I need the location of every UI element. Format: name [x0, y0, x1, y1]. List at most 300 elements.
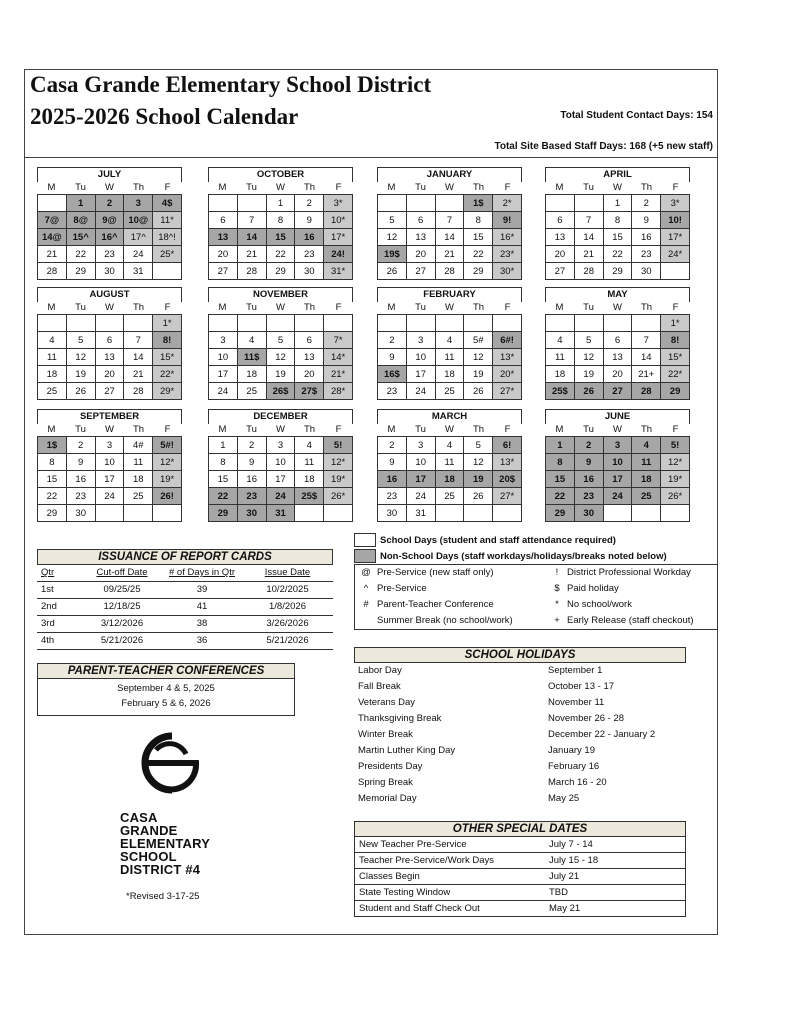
day-cell: 11	[38, 349, 67, 366]
weekday-label: F	[335, 424, 342, 435]
weekday-label: Th	[472, 302, 485, 313]
day-cell: 22	[38, 488, 67, 505]
day-cell: 6	[604, 332, 633, 349]
month-october	[208, 167, 353, 280]
weekday-label: F	[335, 302, 342, 313]
day-cell: 13*	[493, 349, 522, 366]
day-cell: 3	[209, 332, 238, 349]
weekday-label: W	[276, 182, 285, 193]
day-cell: 14@	[38, 229, 67, 246]
holiday-date: February 16	[548, 761, 600, 772]
day-cell: 29	[209, 505, 238, 522]
legend-symbol	[355, 613, 377, 629]
day-cell: 21	[575, 246, 604, 263]
month-december	[208, 409, 353, 522]
day-grid	[545, 194, 690, 280]
holiday-date: October 13 - 17	[548, 681, 615, 692]
table-cell: 36	[196, 635, 208, 646]
empty-cell	[153, 263, 182, 280]
empty-cell	[546, 195, 575, 212]
day-cell: 22	[546, 488, 575, 505]
day-cell: 6	[96, 332, 125, 349]
table-cell: 3/26/2026	[266, 618, 309, 629]
day-cell: 14*	[324, 349, 353, 366]
day-cell: 13	[295, 349, 324, 366]
day-cell: 3	[604, 437, 633, 454]
weekday-header	[208, 182, 353, 194]
legend-symbol: !	[555, 567, 559, 578]
holiday-name: Thanksgiving Break	[358, 713, 442, 724]
day-cell: 8	[546, 454, 575, 471]
report-cards-title: ISSUANCE OF REPORT CARDS	[37, 549, 333, 565]
day-cell: 12	[464, 349, 493, 366]
holiday-name: Martin Luther King Day	[358, 745, 456, 756]
weekday-label: W	[613, 182, 622, 193]
day-cell: 31	[267, 505, 296, 522]
day-cell: 26	[575, 383, 604, 400]
day-cell: 10@	[124, 212, 153, 229]
special-date-value: July 7 - 14	[549, 839, 593, 850]
weekday-label: M	[555, 182, 564, 193]
day-cell: 24	[407, 383, 436, 400]
empty-cell	[67, 315, 96, 332]
day-cell: 18	[238, 366, 267, 383]
district-logo	[120, 722, 220, 876]
table-cell: 10/2/2025	[266, 584, 309, 595]
weekday-label: M	[218, 302, 227, 313]
weekday-label: W	[613, 424, 622, 435]
day-cell: 20$	[493, 471, 522, 488]
day-cell: 24	[407, 488, 436, 505]
day-cell: 22*	[153, 366, 182, 383]
day-cell: 17^	[124, 229, 153, 246]
day-cell: 21+	[632, 366, 661, 383]
day-cell: 22	[604, 246, 633, 263]
day-cell: 6	[546, 212, 575, 229]
day-cell: 28	[38, 263, 67, 280]
day-cell: 5	[378, 212, 407, 229]
col-cutoff: Cut-off Date	[96, 567, 148, 578]
day-cell: 20	[407, 246, 436, 263]
empty-cell	[38, 315, 67, 332]
empty-cell	[575, 315, 604, 332]
empty-cell	[124, 505, 153, 522]
day-cell: 23	[378, 383, 407, 400]
day-cell: 16*	[493, 229, 522, 246]
day-cell: 27$	[295, 383, 324, 400]
weekday-label: W	[445, 424, 454, 435]
day-cell: 15	[267, 229, 296, 246]
day-cell: 6	[295, 332, 324, 349]
logo-line: GRANDE	[120, 823, 178, 838]
ptc-title: PARENT-TEACHER CONFERENCES	[37, 663, 295, 679]
day-cell: 19*	[324, 471, 353, 488]
day-cell: 3	[96, 437, 125, 454]
table-cell: 5/21/2026	[266, 635, 309, 646]
day-cell: 7	[436, 212, 465, 229]
day-cell: 2	[295, 195, 324, 212]
day-cell: 21	[124, 366, 153, 383]
day-cell: 1	[267, 195, 296, 212]
legend-symbol: ^	[363, 583, 369, 594]
weekday-label: Th	[132, 182, 145, 193]
table-cell: 1/8/2026	[269, 601, 306, 612]
day-grid	[208, 436, 353, 522]
day-cell: 15	[464, 229, 493, 246]
day-cell: 5#	[464, 332, 493, 349]
weekday-label: F	[672, 302, 679, 313]
weekday-label: Th	[303, 302, 316, 313]
day-cell: 1*	[153, 315, 182, 332]
weekday-label: M	[47, 424, 56, 435]
month-name: NOVEMBER	[208, 287, 353, 302]
day-cell: 31	[407, 505, 436, 522]
special-date-value: July 21	[549, 871, 580, 882]
holidays-title: SCHOOL HOLIDAYS	[354, 647, 686, 663]
weekday-label: Tu	[583, 302, 594, 313]
day-cell: 16	[238, 471, 267, 488]
holiday-date: March 16 - 20	[548, 777, 607, 788]
weekday-label: W	[613, 302, 622, 313]
day-cell: 7	[632, 332, 661, 349]
day-cell: 7*	[324, 332, 353, 349]
day-cell: 7	[575, 212, 604, 229]
day-cell: 17	[407, 366, 436, 383]
day-cell: 4	[436, 437, 465, 454]
weekday-label: Th	[303, 182, 316, 193]
day-cell: 20	[546, 246, 575, 263]
special-date-value: TBD	[549, 887, 568, 898]
day-grid	[37, 314, 182, 400]
day-cell: 8	[604, 212, 633, 229]
special-date-name: Teacher Pre-Service/Work Days	[359, 855, 494, 866]
holiday-row	[354, 743, 686, 759]
special-date-name: Student and Staff Check Out	[359, 903, 480, 914]
empty-cell	[295, 505, 324, 522]
weekday-label: Th	[640, 424, 653, 435]
day-cell: 23	[378, 488, 407, 505]
day-cell: 10	[407, 454, 436, 471]
day-cell: 16^	[96, 229, 125, 246]
month-august	[37, 287, 182, 400]
empty-cell	[267, 315, 296, 332]
day-cell: 5!	[324, 437, 353, 454]
day-cell: 23	[96, 246, 125, 263]
day-cell: 19	[464, 366, 493, 383]
day-cell: 24	[604, 488, 633, 505]
month-july	[37, 167, 182, 280]
weekday-label: F	[335, 182, 342, 193]
table-cell: 38	[196, 618, 208, 629]
day-cell: 28	[575, 263, 604, 280]
weekday-label: M	[47, 302, 56, 313]
day-cell: 27	[604, 383, 633, 400]
day-cell: 1	[67, 195, 96, 212]
empty-cell	[632, 315, 661, 332]
holiday-row	[354, 679, 686, 695]
legend-text: Parent-Teacher Conference	[377, 599, 494, 610]
month-name: FEBRUARY	[377, 287, 522, 302]
day-grid	[545, 314, 690, 400]
day-cell: 14	[124, 349, 153, 366]
holiday-row	[354, 791, 686, 807]
table-cell: 09/25/25	[103, 584, 141, 595]
day-cell: 8	[464, 212, 493, 229]
weekday-header	[37, 424, 182, 436]
table-cell: 3rd	[41, 618, 55, 629]
day-cell: 1*	[661, 315, 690, 332]
month-name: JANUARY	[377, 167, 522, 182]
day-cell: 13	[209, 229, 238, 246]
empty-cell	[407, 195, 436, 212]
day-cell: 28	[124, 383, 153, 400]
weekday-label: Tu	[583, 182, 594, 193]
day-cell: 21*	[324, 366, 353, 383]
day-cell: 25$	[295, 488, 324, 505]
day-cell: 24	[124, 246, 153, 263]
empty-cell	[96, 505, 125, 522]
weekday-header	[377, 182, 522, 194]
day-cell: 24	[209, 383, 238, 400]
day-cell: 29	[38, 505, 67, 522]
day-cell: 16	[67, 471, 96, 488]
day-cell: 26	[67, 383, 96, 400]
day-cell: 12	[575, 349, 604, 366]
weekday-label: M	[387, 182, 396, 193]
day-cell: 7@	[38, 212, 67, 229]
empty-cell	[464, 315, 493, 332]
day-cell: 27	[407, 263, 436, 280]
day-cell: 9	[67, 454, 96, 471]
weekday-label: Th	[472, 424, 485, 435]
weekday-label: W	[276, 302, 285, 313]
day-cell: 23	[575, 488, 604, 505]
day-cell: 18	[124, 471, 153, 488]
day-cell: 29	[604, 263, 633, 280]
weekday-header	[377, 424, 522, 436]
empty-cell	[238, 315, 267, 332]
legend-label: School Days (student and staff attendance required)	[380, 534, 616, 546]
legend-row	[355, 613, 717, 629]
day-cell: 9	[238, 454, 267, 471]
table-cell: 4th	[41, 635, 55, 646]
day-cell: 19*	[153, 471, 182, 488]
day-cell: 19	[67, 366, 96, 383]
day-grid	[37, 194, 182, 280]
day-cell: 17	[604, 471, 633, 488]
holiday-row	[354, 775, 686, 791]
table-row	[37, 582, 333, 599]
month-name: APRIL	[545, 167, 690, 182]
day-cell: 9	[378, 349, 407, 366]
weekday-header	[37, 182, 182, 194]
day-cell: 25	[124, 488, 153, 505]
day-cell: 26	[464, 488, 493, 505]
month-june	[545, 409, 690, 522]
day-cell: 12*	[153, 454, 182, 471]
day-cell: 15	[209, 471, 238, 488]
day-cell: 17*	[661, 229, 690, 246]
weekday-label: M	[555, 302, 564, 313]
day-cell: 16	[378, 471, 407, 488]
month-name: OCTOBER	[208, 167, 353, 182]
day-cell: 5	[464, 437, 493, 454]
weekday-label: Tu	[75, 182, 86, 193]
holiday-date: January 19	[548, 745, 596, 756]
legend-row	[355, 565, 717, 581]
month-name: JULY	[37, 167, 182, 182]
logo-line: DISTRICT #4	[120, 862, 201, 877]
weekday-label: W	[105, 302, 114, 313]
weekday-label: F	[672, 424, 679, 435]
day-cell: 28*	[324, 383, 353, 400]
day-cell: 22	[267, 246, 296, 263]
day-cell: 25*	[153, 246, 182, 263]
holiday-date: November 26 - 28	[548, 713, 625, 724]
logo-line: CASA	[120, 810, 158, 825]
day-cell: 9	[295, 212, 324, 229]
weekday-label: F	[164, 424, 171, 435]
month-march	[377, 409, 522, 522]
weekday-label: Tu	[75, 302, 86, 313]
empty-cell	[464, 505, 493, 522]
day-cell: 26	[464, 383, 493, 400]
day-cell: 3*	[324, 195, 353, 212]
day-cell: 2	[378, 332, 407, 349]
day-cell: 4	[436, 332, 465, 349]
col-qtr: Qtr	[41, 567, 55, 578]
empty-cell	[295, 315, 324, 332]
special-dates-section	[354, 821, 686, 917]
weekday-label: Th	[132, 424, 145, 435]
weekday-label: Tu	[415, 302, 426, 313]
day-cell: 10	[96, 454, 125, 471]
weekday-label: M	[218, 182, 227, 193]
day-grid	[208, 194, 353, 280]
empty-cell	[378, 195, 407, 212]
month-name: MAY	[545, 287, 690, 302]
day-cell: 26*	[324, 488, 353, 505]
day-cell: 18^!	[153, 229, 182, 246]
day-cell: 28	[238, 263, 267, 280]
holiday-name: Presidents Day	[358, 761, 423, 772]
day-cell: 26!	[153, 488, 182, 505]
special-date-name: Classes Begin	[359, 871, 420, 882]
day-cell: 10*	[324, 212, 353, 229]
holiday-name: Memorial Day	[358, 793, 417, 804]
day-cell: 3*	[661, 195, 690, 212]
col-issue: Issue Date	[264, 567, 311, 578]
special-date-row	[354, 869, 686, 885]
table-cell: 1st	[41, 584, 54, 595]
day-cell: 28	[436, 263, 465, 280]
day-cell: 1	[546, 437, 575, 454]
day-cell: 21	[238, 246, 267, 263]
day-cell: 3	[407, 332, 436, 349]
day-cell: 8	[267, 212, 296, 229]
table-cell: 41	[196, 601, 208, 612]
special-date-row	[354, 853, 686, 869]
school-day-swatch	[354, 533, 376, 547]
legend-symbol: $	[554, 583, 560, 594]
holiday-row	[354, 759, 686, 775]
day-cell: 8!	[661, 332, 690, 349]
day-cell: 29	[67, 263, 96, 280]
weekday-label: Th	[472, 182, 485, 193]
day-cell: 11*	[153, 212, 182, 229]
legend-text: District Professional Workday	[567, 567, 691, 578]
day-cell: 11	[124, 454, 153, 471]
day-cell: 17	[209, 366, 238, 383]
day-grid	[377, 314, 522, 400]
weekday-label: F	[504, 182, 511, 193]
day-cell: 13	[546, 229, 575, 246]
day-cell: 24	[267, 488, 296, 505]
special-dates-title: OTHER SPECIAL DATES	[354, 821, 686, 837]
weekday-label: W	[105, 182, 114, 193]
day-cell: 2	[96, 195, 125, 212]
holiday-date: November 11	[548, 697, 605, 708]
day-cell: 12	[67, 349, 96, 366]
school-holidays-section	[354, 647, 686, 807]
day-cell: 15	[604, 229, 633, 246]
day-cell: 8	[38, 454, 67, 471]
day-cell: 15*	[153, 349, 182, 366]
ptc-section	[37, 663, 295, 716]
day-cell: 3	[124, 195, 153, 212]
legend-text: No school/work	[567, 599, 632, 610]
empty-cell	[546, 315, 575, 332]
revised-note: *Revised 3-17-25	[126, 891, 200, 902]
logo-line: ELEMENTARY	[120, 836, 211, 851]
weekday-header	[545, 182, 690, 194]
empty-cell	[238, 195, 267, 212]
holiday-row	[354, 663, 686, 679]
empty-cell	[436, 315, 465, 332]
empty-cell	[378, 315, 407, 332]
day-cell: 27	[96, 383, 125, 400]
special-date-value: July 15 - 18	[549, 855, 599, 866]
legend-text: Summer Break (no school/work)	[377, 615, 513, 626]
legend-symbol: *	[555, 599, 559, 610]
special-date-name: New Teacher Pre-Service	[359, 839, 467, 850]
month-name: AUGUST	[37, 287, 182, 302]
day-cell: 27	[209, 263, 238, 280]
holiday-date: May 25	[548, 793, 580, 804]
table-row	[37, 616, 333, 633]
day-cell: 11	[436, 454, 465, 471]
day-cell: 16	[295, 229, 324, 246]
day-cell: 4$	[153, 195, 182, 212]
special-date-name: State Testing Window	[359, 887, 451, 898]
empty-cell	[632, 505, 661, 522]
day-cell: 27*	[493, 488, 522, 505]
day-cell: 5!	[661, 437, 690, 454]
weekday-label: Th	[132, 302, 145, 313]
empty-cell	[436, 505, 465, 522]
day-cell: 2	[632, 195, 661, 212]
holiday-row	[354, 711, 686, 727]
day-cell: 15	[546, 471, 575, 488]
day-cell: 5	[575, 332, 604, 349]
weekday-label: F	[164, 182, 171, 193]
day-cell: 17	[407, 471, 436, 488]
day-cell: 24*	[661, 246, 690, 263]
month-name: MARCH	[377, 409, 522, 424]
day-cell: 16$	[378, 366, 407, 383]
day-cell: 1	[209, 437, 238, 454]
day-cell: 14	[436, 229, 465, 246]
